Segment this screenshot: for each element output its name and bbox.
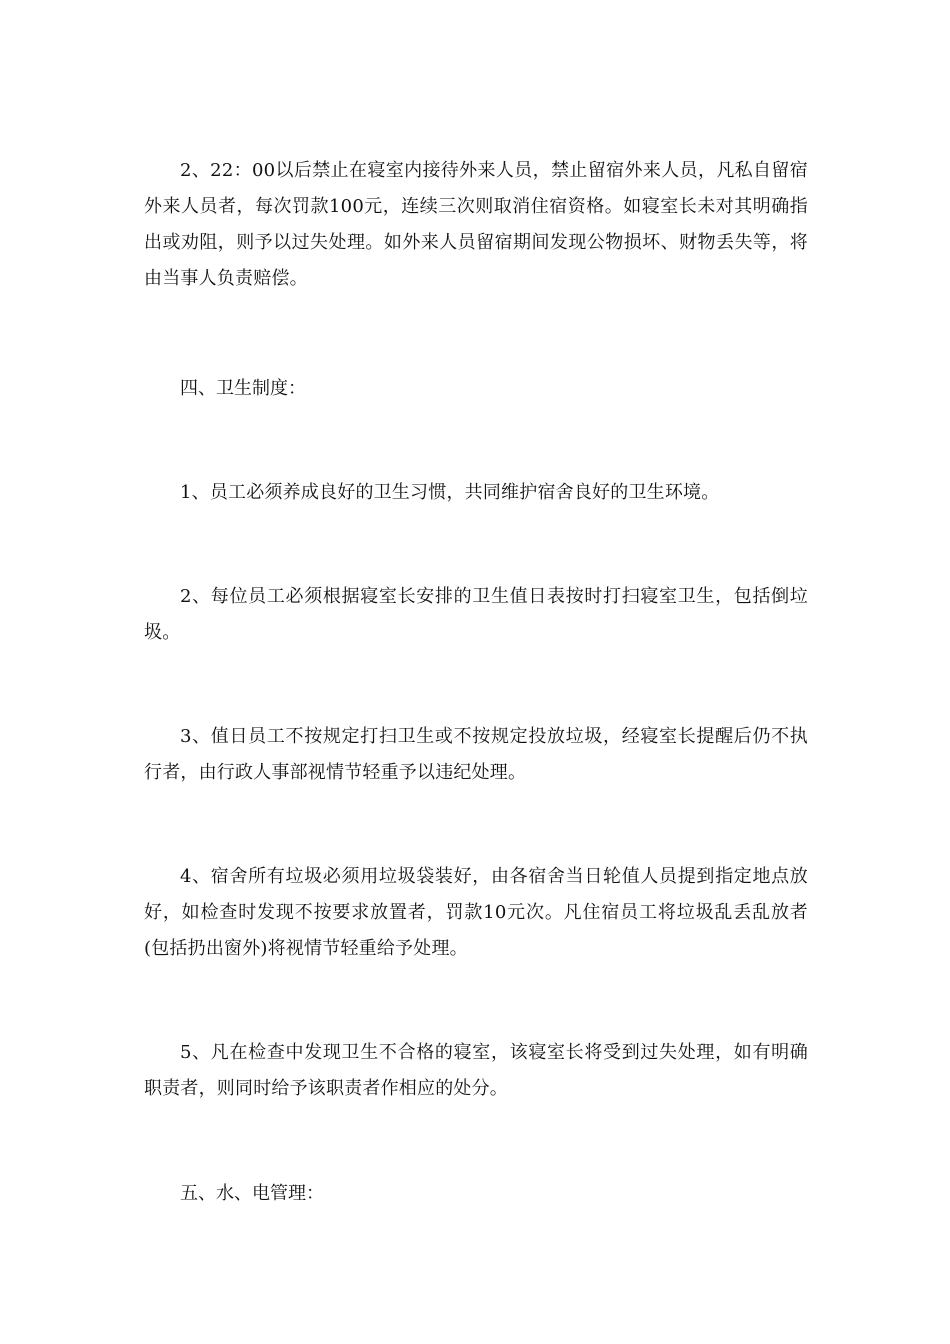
section-heading-hygiene: 四、卫生制度：: [180, 378, 306, 399]
paragraph-hygiene-2: 2、每位员工必须根据寝室长安排的卫生值日表按时打扫寝室卫生，包括倒垃圾。: [144, 586, 808, 643]
paragraph-hygiene-5: 5、凡在检查中发现卫生不合格的寝室，该寝室长将受到过失处理，如有明确职责者，则同时给予该职责者作相应的处分。: [144, 1042, 808, 1099]
section-heading-utilities: 五、水、电管理：: [180, 1183, 324, 1204]
paragraph-hygiene-4: 4、宿舍所有垃圾必须用垃圾袋装好，由各宿舍当日轮值人员提到指定地点放好，如检查时发现不按要求放置者，罚款10元次。凡住宿员工将垃圾乱丢乱放者(包括扔出窗外)将视情节轻重给予处理。: [144, 866, 808, 959]
paragraph-hygiene-1: 1、员工必须养成良好的卫生习惯，共同维护宿舍良好的卫生环境。: [180, 482, 720, 503]
paragraph-hygiene-3: 3、值日员工不按规定打扫卫生或不按规定投放垃圾，经寝室长提醒后仍不执行者，由行政人事部视情节轻重予以违纪处理。: [144, 726, 808, 783]
paragraph-visitor-rules: 2、22：00以后禁止在寝室内接待外来人员，禁止留宿外来人员，凡私自留宿外来人员者，每次罚款100元，连续三次则取消住宿资格。如寝室长未对其明确指出或劝阻，则予以过失处理。如外来人员留宿期间发现公物损坏、财物丢失等，将由当事人负责赔偿。: [144, 160, 808, 289]
